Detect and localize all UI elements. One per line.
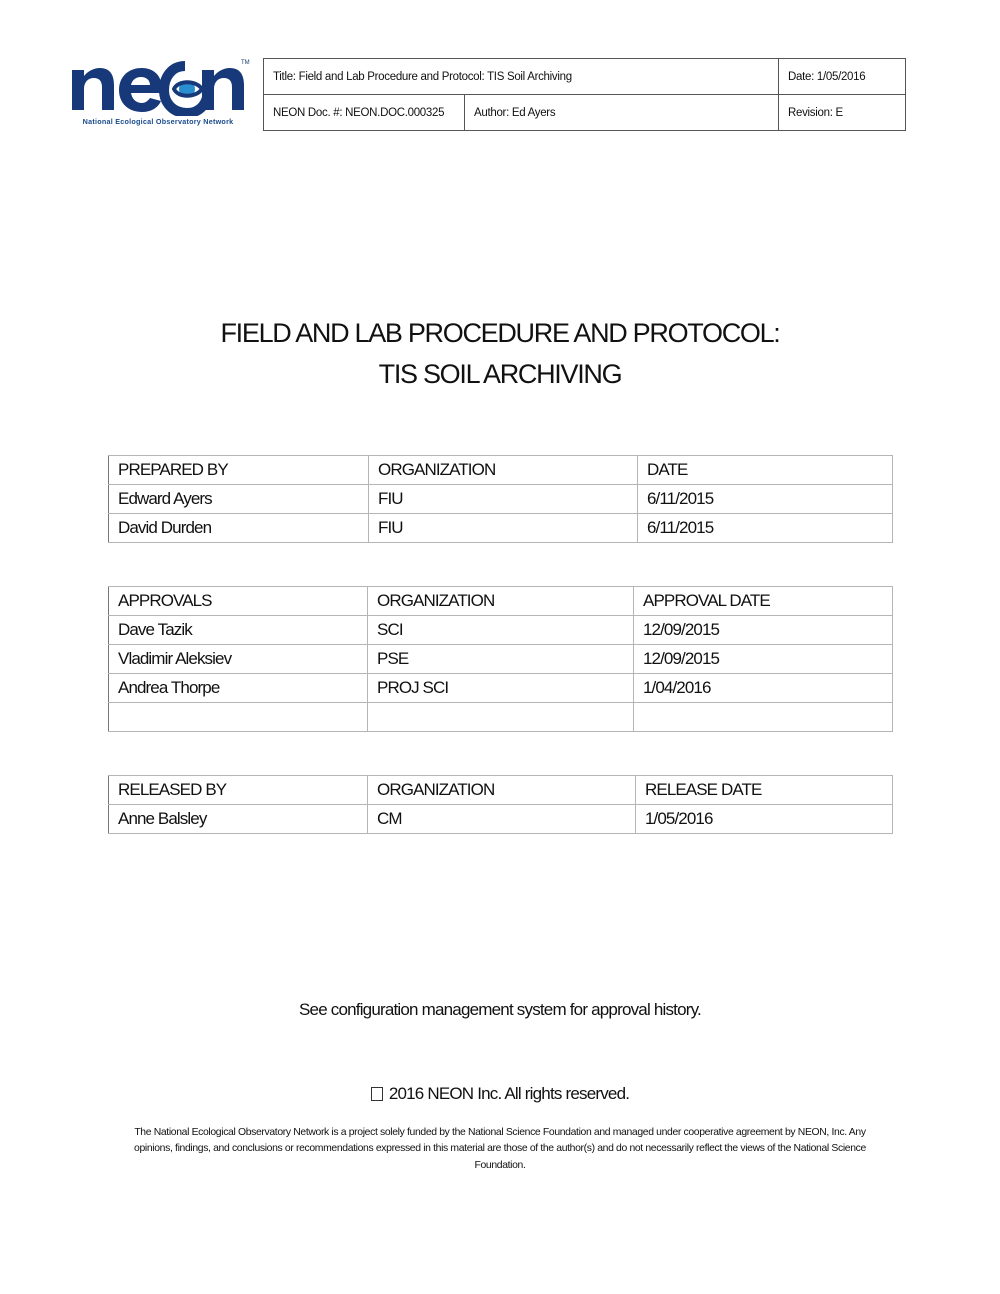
date-cell: 12/09/2015 <box>634 616 893 645</box>
table-header-row <box>109 776 893 805</box>
name-cell: Edward Ayers <box>109 485 369 514</box>
document-title-line-1: FIELD AND LAB PROCEDURE AND PROTOCOL: <box>220 318 780 348</box>
prepared-by-header: PREPARED BY <box>109 456 369 485</box>
name-cell: David Durden <box>109 514 369 543</box>
prepared-by-table <box>108 455 893 543</box>
copyright-text: 2016 NEON Inc. All rights reserved. <box>388 1084 630 1103</box>
name-cell <box>109 703 368 732</box>
date-cell <box>634 703 893 732</box>
date-cell: 6/11/2015 <box>638 485 893 514</box>
approval-date-header: APPROVAL DATE <box>634 587 893 616</box>
organization-cell: FIU <box>369 514 638 543</box>
trademark-mark: TM <box>241 60 250 66</box>
organization-header: ORGANIZATION <box>369 456 638 485</box>
organization-cell: PROJ SCI <box>368 674 634 703</box>
release-date-header: RELEASE DATE <box>636 776 893 805</box>
date-cell: 6/11/2015 <box>638 514 893 543</box>
logo-tagline: National Ecological Observatory Network <box>82 117 234 126</box>
document-title <box>0 313 1000 395</box>
table-row <box>109 805 893 834</box>
header-date-cell: Date: 1/05/2016 <box>779 59 906 95</box>
date-header: DATE <box>638 456 893 485</box>
document-header-table <box>263 58 906 131</box>
table-row <box>109 616 893 645</box>
table-row <box>109 485 893 514</box>
table-row-empty <box>109 703 893 732</box>
table-header-row <box>109 456 893 485</box>
organization-cell: FIU <box>369 485 638 514</box>
header-title-cell: Title: Field and Lab Procedure and Protocol: TIS Soil Archiving <box>264 59 779 95</box>
organization-cell: SCI <box>368 616 634 645</box>
neon-wordmark-graphic <box>70 58 246 116</box>
released-by-header: RELEASED BY <box>109 776 368 805</box>
date-cell: 1/05/2016 <box>636 805 893 834</box>
organization-cell <box>368 703 634 732</box>
header-doc-number-cell: NEON Doc. #: NEON.DOC.000325 <box>264 95 465 131</box>
table-row <box>109 645 893 674</box>
name-cell: Dave Tazik <box>109 616 368 645</box>
nsf-disclaimer: The National Ecological Observatory Network is a project solely funded by the National Science Foundation and managed under cooperative agreement by NEON, Inc. Any opinions, findings, and conclusions or recommendations expressed in this material are those of the author(s) and do not necessarily reflect the views of the National Science Foundation. <box>134 1127 866 1171</box>
header-revision-cell: Revision: E <box>779 95 906 131</box>
approvals-header: APPROVALS <box>109 587 368 616</box>
organization-cell: CM <box>368 805 636 834</box>
organization-header: ORGANIZATION <box>368 776 636 805</box>
date-cell: 1/04/2016 <box>634 674 893 703</box>
released-by-table <box>108 775 893 834</box>
neon-logo <box>70 58 248 132</box>
header-author-cell: Author: Ed Ayers <box>465 95 779 131</box>
date-cell: 12/09/2015 <box>634 645 893 674</box>
table-row <box>109 674 893 703</box>
table-row <box>109 514 893 543</box>
copyright-line <box>0 1084 1000 1104</box>
document-title-line-2: TIS SOIL ARCHIVING <box>378 359 622 389</box>
name-cell: Vladimir Aleksiev <box>109 645 368 674</box>
organization-header: ORGANIZATION <box>368 587 634 616</box>
organization-cell: PSE <box>368 645 634 674</box>
copyright-symbol-icon <box>371 1087 383 1101</box>
name-cell: Andrea Thorpe <box>109 674 368 703</box>
table-header-row <box>109 587 893 616</box>
name-cell: Anne Balsley <box>109 805 368 834</box>
config-management-note: See configuration management system for approval history. <box>299 1000 701 1019</box>
approvals-table <box>108 586 893 732</box>
